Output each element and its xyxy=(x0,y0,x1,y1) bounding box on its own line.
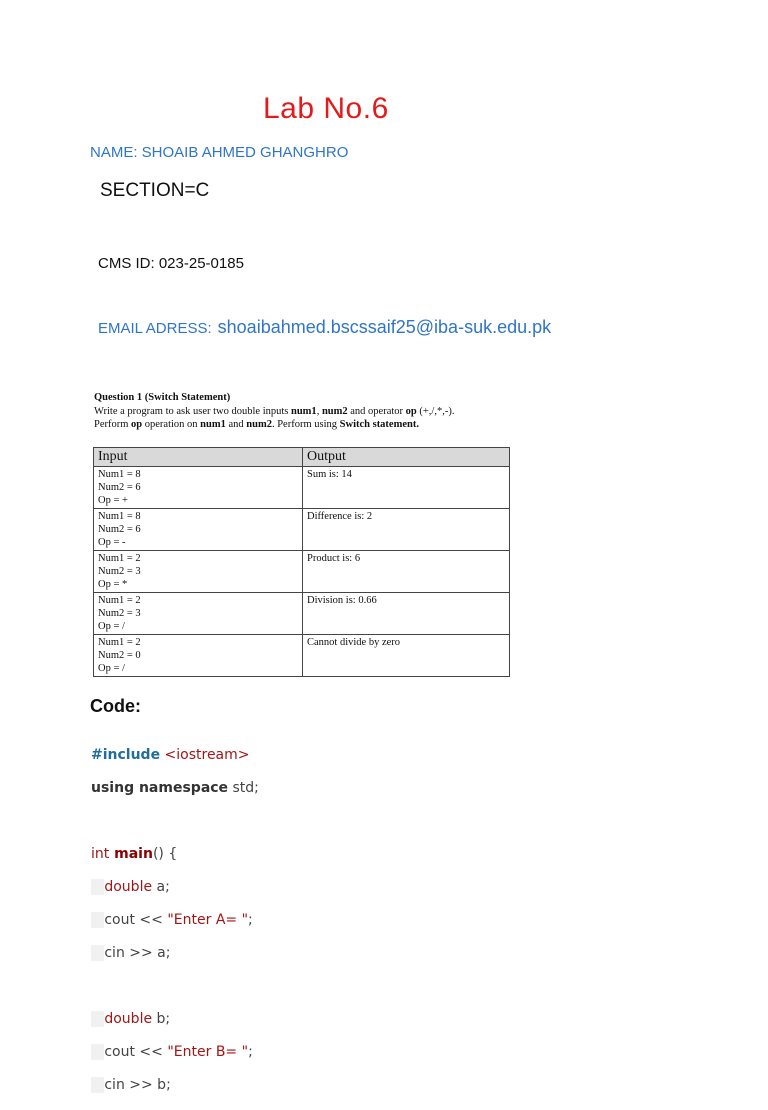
code-line-cin-a: cin >> a; xyxy=(91,945,259,962)
question-line-2: Perform op operation on num1 and num2. Perform using Switch statement. xyxy=(94,419,419,430)
code-line-double-b: double b; xyxy=(91,1011,259,1028)
question-text xyxy=(94,391,524,432)
header-output: Output xyxy=(303,448,510,467)
table-header-row xyxy=(94,448,510,467)
code-line-main: int main() { xyxy=(91,845,178,862)
output-cell: Product is: 6 xyxy=(303,551,510,593)
question-line-1: Write a program to ask user two double inputs num1, num2 and operator op (+,/,*,-). xyxy=(94,405,455,417)
code-line-double-a: double a; xyxy=(91,879,259,896)
code-line-cout-a: cout << "Enter A= "; xyxy=(91,912,259,929)
student-name: NAME: SHOAIB AHMED GHANGHRO xyxy=(90,144,349,161)
lab-title: Lab No.6 xyxy=(263,92,389,125)
code-block xyxy=(91,730,259,1110)
table-row xyxy=(94,593,510,635)
input-cell: Num1 = 8 Num2 = 6 Op = - xyxy=(94,509,303,551)
email-value: shoaibahmed.bscssaif25@iba-suk.edu.pk xyxy=(217,317,552,337)
header-input: Input xyxy=(94,448,303,467)
cms-id: CMS ID: 023-25-0185 xyxy=(98,255,244,272)
email-label: EMAIL ADRESS: xyxy=(98,320,212,337)
output-cell: Difference is: 2 xyxy=(303,509,510,551)
io-table xyxy=(93,447,510,677)
input-cell: Num1 = 2 Num2 = 0 Op = / xyxy=(94,635,303,677)
code-line-cin-b: cin >> b; xyxy=(91,1077,259,1094)
input-cell: Num1 = 2 Num2 = 3 Op = * xyxy=(94,551,303,593)
code-line-blank xyxy=(91,978,259,995)
code-line-include: #include <iostream> xyxy=(91,746,250,763)
output-cell: Cannot divide by zero xyxy=(303,635,510,677)
email-line xyxy=(98,317,551,338)
input-cell: Num1 = 8 Num2 = 6 Op = + xyxy=(94,467,303,509)
table-row xyxy=(94,467,510,509)
table-row xyxy=(94,635,510,677)
code-heading: Code: xyxy=(90,696,141,716)
input-cell: Num1 = 2 Num2 = 3 Op = / xyxy=(94,593,303,635)
table-row xyxy=(94,551,510,593)
section-line: SECTION=C xyxy=(100,180,210,201)
table-row xyxy=(94,509,510,551)
output-cell: Sum is: 14 xyxy=(303,467,510,509)
code-line-cout-b: cout << "Enter B= "; xyxy=(91,1044,259,1061)
code-line-blank xyxy=(91,813,259,830)
question-heading: Question 1 (Switch Statement) xyxy=(94,392,231,403)
code-line-using: using namespace std; xyxy=(91,779,259,796)
output-cell: Division is: 0.66 xyxy=(303,593,510,635)
